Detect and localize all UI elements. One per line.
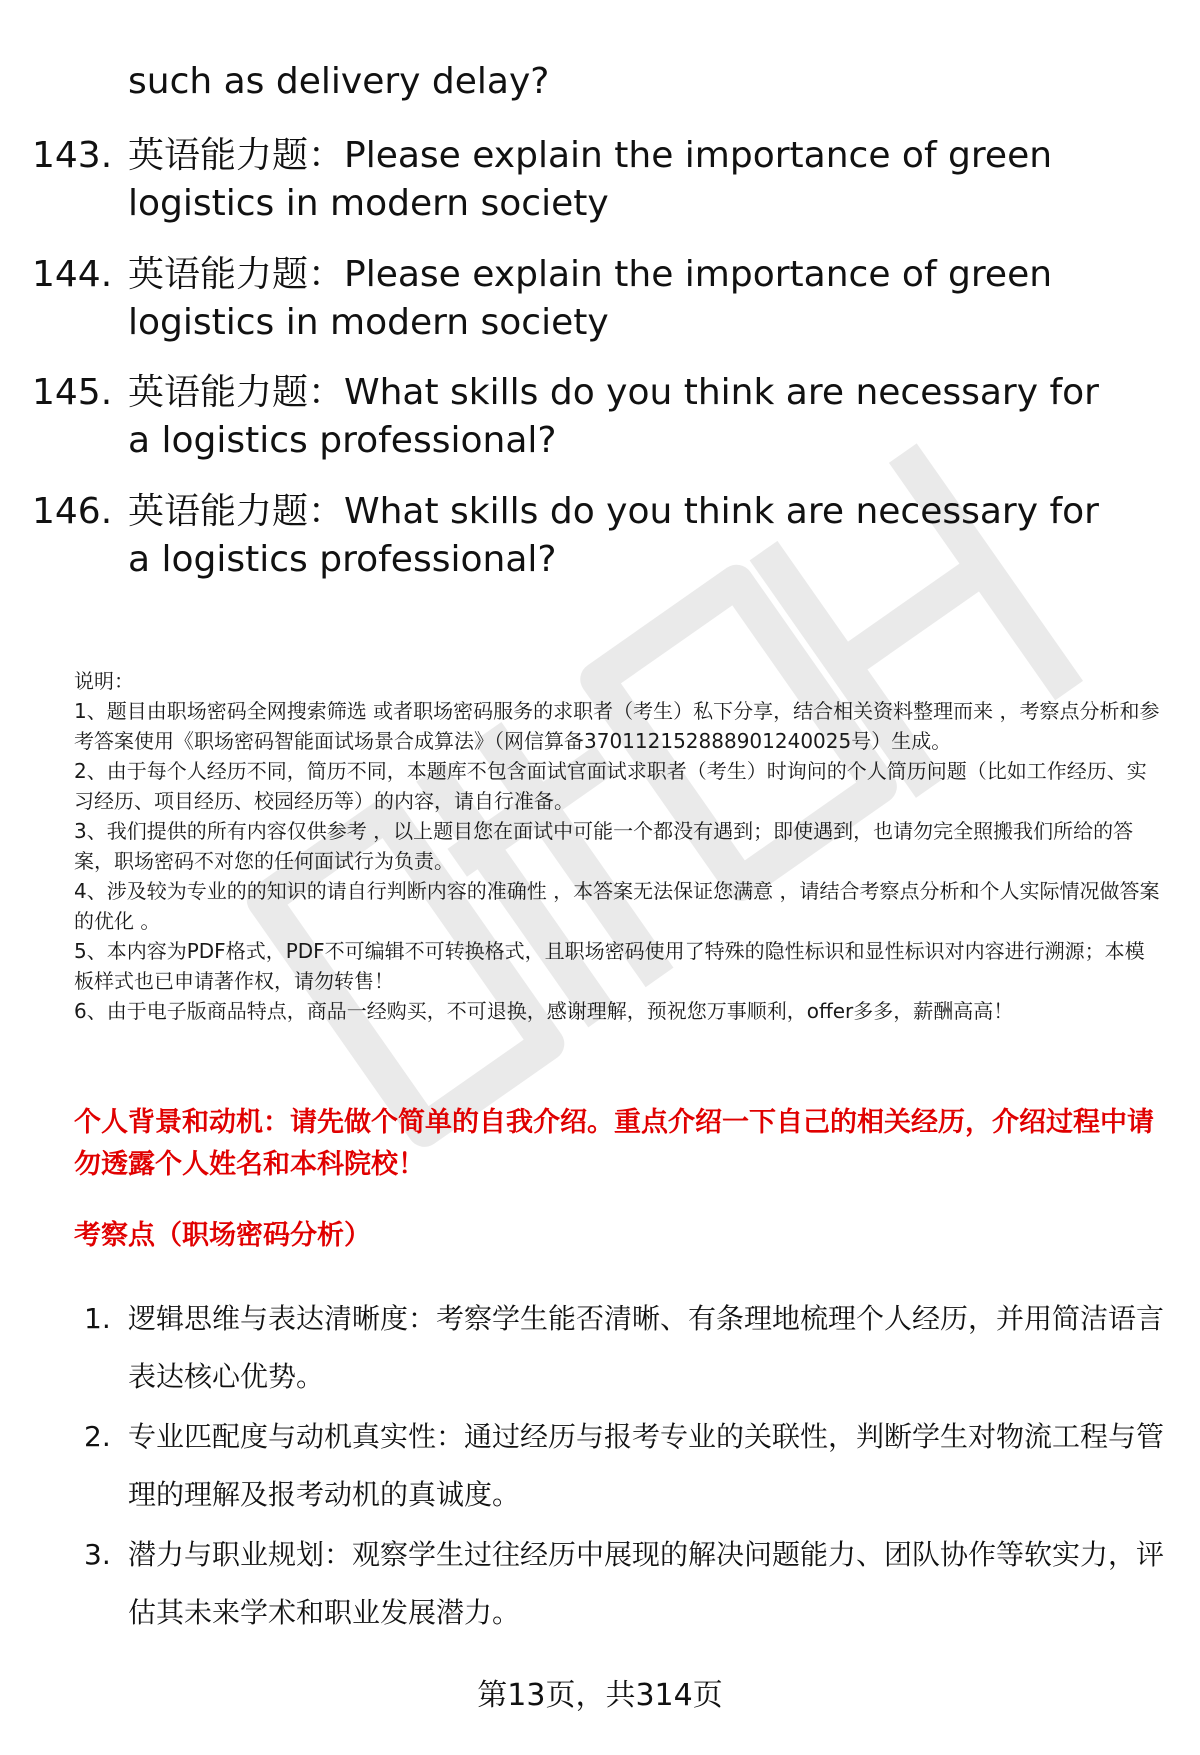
question-continuation: such as delivery delay? <box>128 61 550 102</box>
notes-item: 1、题目由职场密码全网搜索筛选 或者职场密码服务的求职者（考生）私下分享，结合相关资料整理而来 ，考察点分析和参考答案使用《职场密码智能面试场景合成算法》（网信算备370112152888901240025号）生成。 <box>74 699 1160 753</box>
page-footer: 第13页，共314页 <box>477 1678 723 1713</box>
analysis-text: 潜力与职业规划：观察学生过往经历中展现的解决问题能力、团队协作等软实力，评估其未来学术和职业发展潜力。 <box>128 1538 1165 1629</box>
question-number: 144. <box>32 254 113 295</box>
question-number: 143. <box>32 135 113 176</box>
notes-title: 说明： <box>74 669 134 693</box>
notes-block <box>74 666 1160 1026</box>
analysis-text: 逻辑思维与表达清晰度：考察学生能否清晰、有条理地梳理个人经历，并用简洁语言表达核心优势。 <box>128 1302 1165 1393</box>
analysis-number: 3. <box>84 1538 111 1571</box>
question-text: 英语能力题：What skills do you think are necessary for a logistics professional? <box>128 491 1099 580</box>
analysis-number: 1. <box>84 1302 111 1335</box>
notes-item: 6、由于电子版商品特点，商品一经购买，不可退换，感谢理解，预祝您万事顺利，offer多多，薪酬高高！ <box>74 999 1014 1023</box>
notes-item: 4、涉及较为专业的的知识的请自行判断内容的准确性 ，本答案无法保证您满意 ，请结合考察点分析和个人实际情况做答案的优化 。 <box>74 879 1160 933</box>
notes-item: 2、由于每个人经历不同，简历不同，本题库不包含面试官面试求职者（考生）时询问的个人简历问题（比如工作经历、实习经历、项目经历、校园经历等）的内容，请自行准备。 <box>74 759 1147 813</box>
analysis-item <box>74 1408 1164 1524</box>
analysis-list <box>74 1290 1164 1644</box>
question-text: 英语能力题：What skills do you think are necessary for a logistics professional? <box>128 372 1099 461</box>
question-text: 英语能力题：Please explain the importance of green logistics in modern society <box>128 135 1053 224</box>
question-number: 145. <box>32 372 113 413</box>
question-text: 英语能力题：Please explain the importance of green logistics in modern society <box>128 254 1053 343</box>
notes-item: 3、我们提供的所有内容仅供参考 ，以上题目您在面试中可能一个都没有遇到；即使遇到，也请勿完全照搬我们所给的答案，职场密码不对您的任何面试行为负责。 <box>74 819 1134 873</box>
analysis-item <box>74 1290 1164 1406</box>
analysis-item <box>74 1526 1164 1642</box>
section-subheading: 考察点（职场密码分析） <box>74 1220 371 1251</box>
analysis-text: 专业匹配度与动机真实性：通过经历与报考专业的关联性，判断学生对物流工程与管理的理解及报考动机的真诚度。 <box>128 1420 1165 1511</box>
analysis-number: 2. <box>84 1420 111 1453</box>
notes-item: 5、本内容为PDF格式，PDF不可编辑不可转换格式，且职场密码使用了特殊的隐性标识和显性标识对内容进行溯源；本模板样式也已申请著作权，请勿转售！ <box>74 939 1145 993</box>
section-heading: 个人背景和动机：请先做个简单的自我介绍。重点介绍一下自己的相关经历，介绍过程中请勿透露个人姓名和本科院校！ <box>74 1107 1154 1180</box>
question-number: 146. <box>32 491 113 532</box>
